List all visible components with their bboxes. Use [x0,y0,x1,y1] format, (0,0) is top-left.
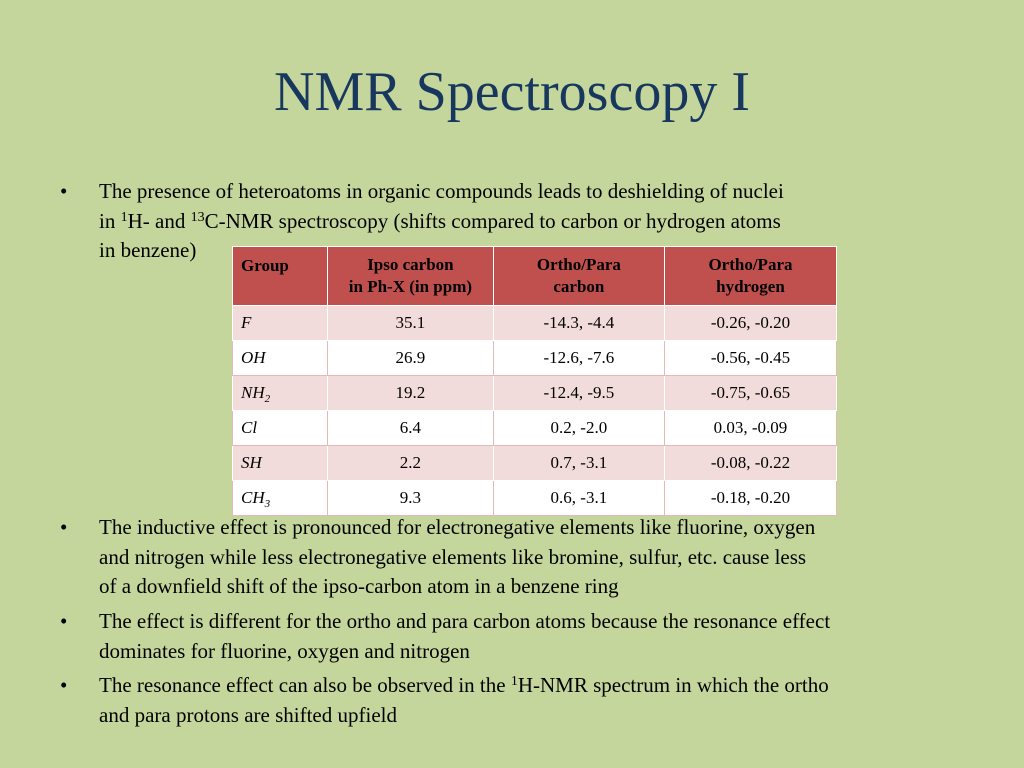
text-span: in benzene) [99,238,197,262]
cell-op-carbon: -12.4, -9.5 [493,376,664,411]
cell-op-carbon: 0.6, -3.1 [493,481,664,516]
table-header-row [233,247,837,306]
text-span: H-NMR spectrum in which the ortho [517,673,829,697]
bullet-line: of a downfield shift of the ipso-carbon atom in a benzene ring [99,574,619,598]
table-row [233,411,837,446]
group-text: CH [241,488,265,507]
header-ortho-para-hydrogen [664,247,836,306]
bullet-line: and nitrogen while less electronegative elements like bromine, sulfur, etc. cause less [99,544,807,569]
slide-title: NMR Spectroscopy I [274,61,750,123]
table-row [233,376,837,411]
text-span: H- and [127,208,191,233]
table-row [233,481,837,516]
text-span: The resonance effect can also be observed in the [99,673,511,697]
header-text: hydrogen [716,277,785,296]
cell-ipso: 19.2 [328,376,494,411]
group-text: NH [241,383,265,402]
header-ortho-para-carbon [493,247,664,306]
cell-ipso: 35.1 [328,306,494,341]
cell-group [233,411,328,446]
cell-op-carbon: -14.3, -4.4 [493,306,664,341]
text-span: The presence of heteroatoms in organic compounds leads to deshielding of nuclei [99,179,784,203]
cell-group [233,446,328,481]
bullet-icon: • [60,179,68,203]
header-text: in Ph-X (in ppm) [348,277,473,296]
subscript: 3 [264,498,271,510]
cell-op-hydrogen: -0.08, -0.22 [664,446,836,481]
cell-ipso: 6.4 [328,411,494,446]
subscript: 2 [264,393,271,405]
superscript: 13 [190,209,205,225]
group-text: OH [241,348,266,367]
superscript: 1 [120,209,128,225]
bullet-line: and para protons are shifted upfield [99,702,397,727]
table-row [233,341,837,376]
cell-op-hydrogen: -0.26, -0.20 [664,306,836,341]
bullet-line [99,177,949,207]
cell-op-hydrogen: -0.18, -0.20 [664,481,836,516]
header-text: Ipso carbon [367,255,454,274]
table-row [233,446,837,481]
bullet-icon: • [60,673,68,697]
cell-op-carbon: 0.7, -3.1 [493,446,664,481]
cell-op-hydrogen: -0.75, -0.65 [664,376,836,411]
bullet-line [99,671,949,701]
cell-op-carbon: -12.6, -7.6 [493,341,664,376]
cell-op-hydrogen: 0.03, -0.09 [664,411,836,446]
bullet-resonance-effect [60,671,949,730]
shift-table [232,246,837,516]
cell-group [233,341,328,376]
header-ipso [328,247,494,306]
bullet-line: The inductive effect is pronounced for electronegative elements like fluorine, oxygen [99,515,816,539]
cell-group [233,376,328,411]
cell-ipso: 26.9 [328,341,494,376]
header-text: Ortho/Para [536,255,621,274]
cell-group [233,306,328,341]
cell-group [233,481,328,516]
bullet-icon: • [60,609,68,633]
header-group [233,247,328,306]
header-text: carbon [553,277,605,296]
bullet-icon: • [60,515,68,539]
header-text: Group [241,256,289,275]
table-row [233,306,837,341]
text-span: in [99,208,121,233]
superscript: 1 [510,674,518,689]
cell-op-hydrogen: -0.56, -0.45 [664,341,836,376]
cell-ipso: 9.3 [328,481,494,516]
bullet-line: dominates for fluorine, oxygen and nitrogen [99,638,470,663]
group-text: SH [241,453,262,472]
group-text: F [241,313,252,332]
cell-op-carbon: 0.2, -2.0 [493,411,664,446]
header-text: Ortho/Para [708,255,793,274]
bullet-inductive-effect [60,513,949,602]
text-span: C-NMR spectroscopy (shifts compared to carbon or hydrogen atoms [204,208,781,233]
cell-ipso: 2.2 [328,446,494,481]
bullet-line [99,207,949,237]
bullet-ortho-para-effect [60,607,949,666]
group-text: Cl [241,418,258,437]
bullet-line: The effect is different for the ortho and para carbon atoms because the resonance effect [99,609,831,633]
